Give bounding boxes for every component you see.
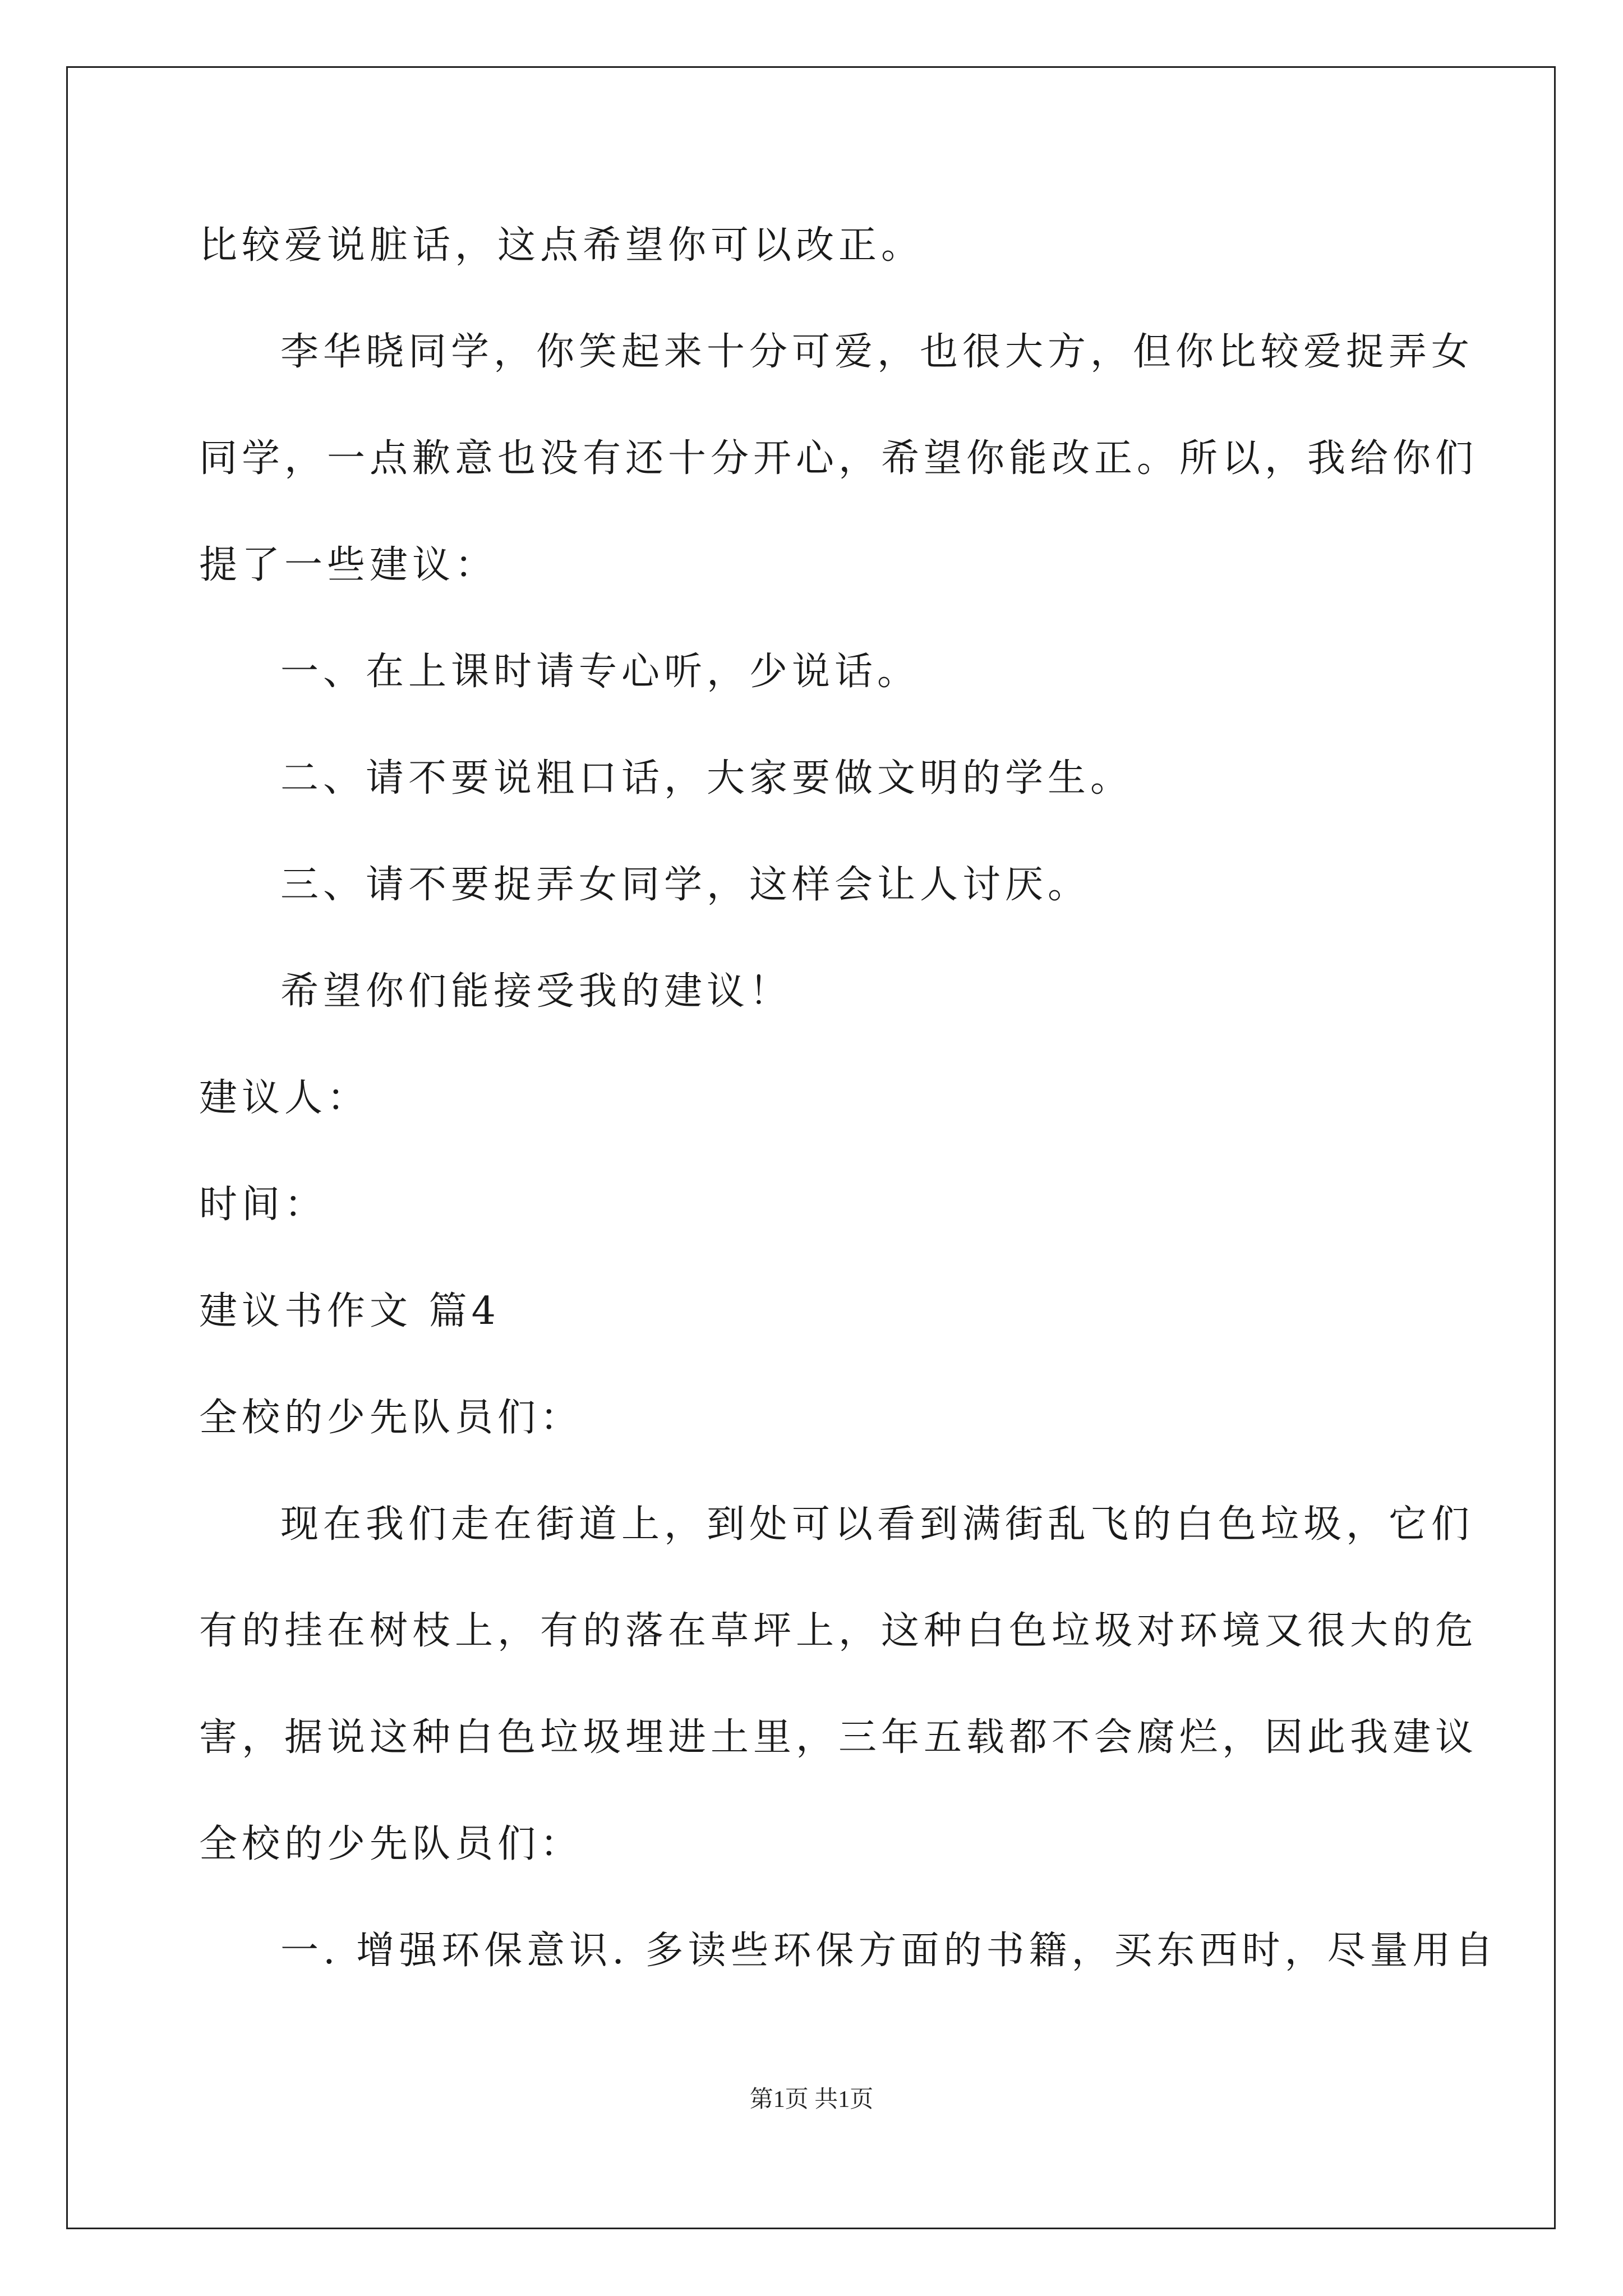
text-line: 比较爱说脏话，这点希望你可以改正。 <box>199 223 924 268</box>
section-heading: 建议书作文 篇4 <box>199 1289 500 1333</box>
signature-label: 建议人： <box>199 1076 370 1120</box>
text-line: 提了一些建议： <box>199 543 498 587</box>
list-item: 一、在上课时请专心听，少说话。 <box>280 650 920 694</box>
text-line: 全校的少先队员们： <box>199 1822 583 1866</box>
text-line: 同学，一点歉意也没有还十分开心，希望你能改正。所以，我给你们 <box>199 436 1478 481</box>
list-item: 一. 增强环保意识. 多读些环保方面的书籍，买东西时，尽量用自 <box>280 1929 1498 1973</box>
salutation: 全校的少先队员们： <box>199 1396 583 1440</box>
list-item: 二、请不要说粗口话，大家要做文明的学生。 <box>280 756 1133 800</box>
page-footer: 第1页 共1页 <box>749 2087 874 2113</box>
page-border <box>66 66 1556 2229</box>
list-item: 三、请不要捉弄女同学，这样会让人讨厌。 <box>280 863 1091 907</box>
text-line: 希望你们能接受我的建议！ <box>280 969 792 1014</box>
date-label: 时间： <box>199 1182 328 1227</box>
text-line: 现在我们走在街道上，到处可以看到满街乱飞的白色垃圾，它们 <box>280 1502 1474 1547</box>
text-line: 害，据说这种白色垃圾埋进土里，三年五载都不会腐烂，因此我建议 <box>199 1715 1478 1760</box>
text-line: 李华晓同学，你笑起来十分可爱，也很大方，但你比较爱捉弄女 <box>280 330 1474 374</box>
text-line: 有的挂在树枝上，有的落在草坪上，这种白色垃圾对环境又很大的危 <box>199 1609 1478 1653</box>
